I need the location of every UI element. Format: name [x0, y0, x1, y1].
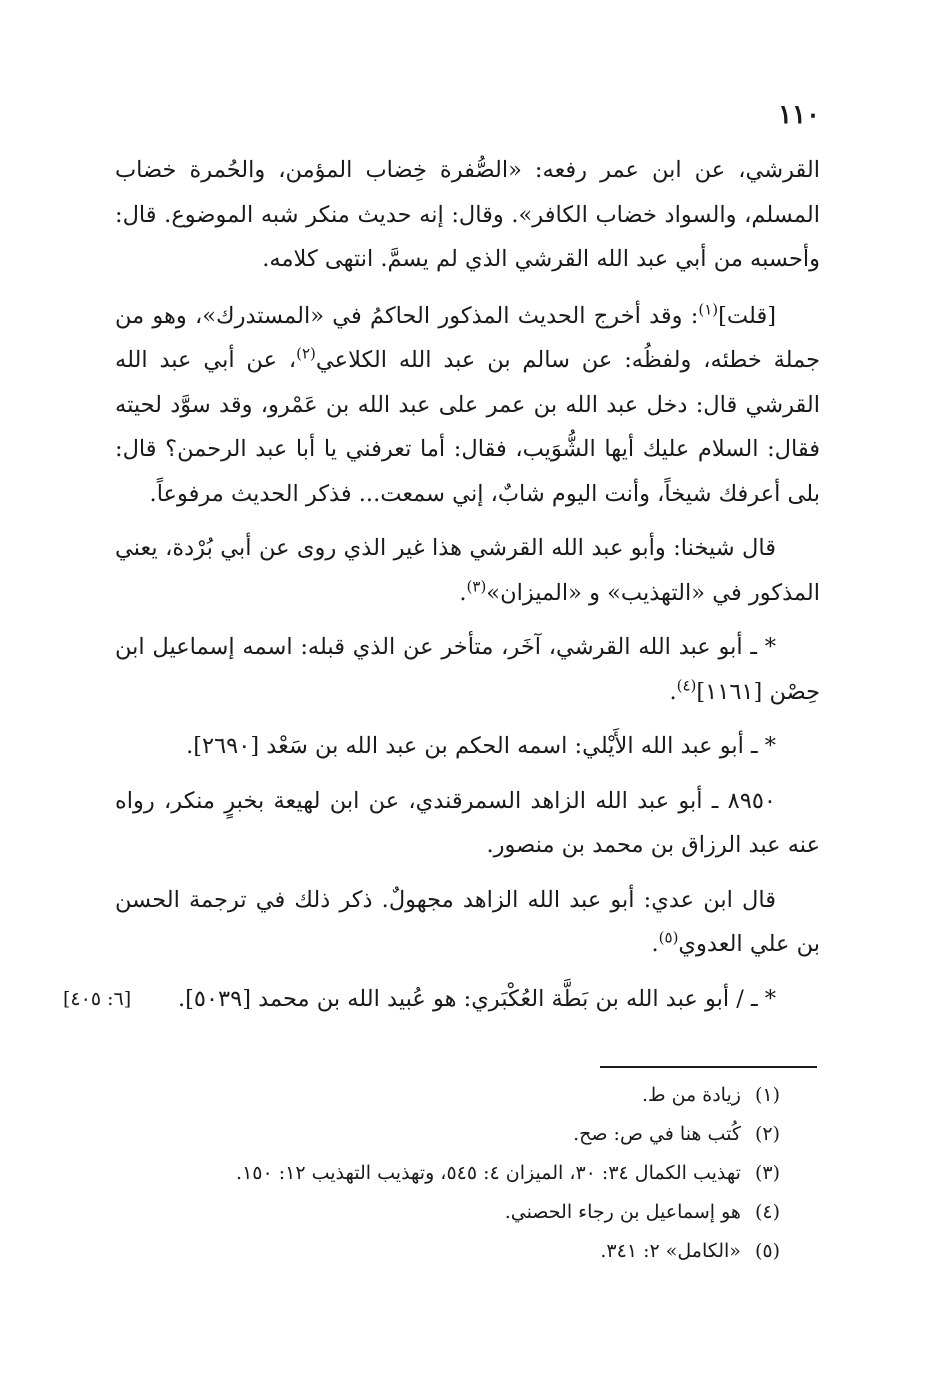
footnote-5: [140, 1232, 780, 1271]
paragraph-4-end: .: [669, 678, 677, 705]
footnote-text: زيادة من ط.: [641, 1084, 741, 1106]
footnote-ref-5[interactable]: (٥): [658, 928, 679, 947]
footnote-2: [140, 1115, 780, 1154]
page-number: ١١٠: [778, 100, 820, 130]
paragraph-3-text: قال شيخنا: وأبو عبد الله القرشي هذا غير الذي روى عن أبي بُرْدة، يعني المذكور في «التهذيب» و «الميزان»: [115, 535, 820, 606]
footnote-1: [140, 1076, 780, 1115]
paragraph-8: [63, 977, 820, 1022]
footnote-number: (١): [754, 1084, 780, 1106]
bracket-note: [قلت]: [718, 302, 776, 329]
footnote-text: كُتب هنا في ص: صح.: [573, 1123, 741, 1145]
paragraph-4-text: * ـ أبو عبد الله القرشي، آخَر، متأخر عن الذي قبله: اسمه إسماعيل ابن حِصْن [١١٦١]: [115, 634, 820, 705]
footnotes: [140, 1076, 780, 1271]
paragraph-6: ٨٩٥٠ ـ أبو عبد الله الزاهد السمرقندي، عن ابن لهيعة بخبرٍ منكر، رواه عنه عبد الرزاق بن محمد بن منصور.: [115, 787, 820, 858]
footnote-4: [140, 1193, 780, 1232]
footnote-ref-2[interactable]: (٢): [296, 344, 316, 363]
footnote-divider: [600, 1066, 817, 1068]
paragraph-4: [115, 625, 820, 714]
paragraph-2-text-b: ، عن أبي عبد الله القرشي قال: دخل عبد الله بن عمر على عبد الله بن عَمْرو، وقد سوَّد لحيته فقال: السلام عليك أيها الشُّوَيب، فقال: أما تعرفني يا أبا عبد الرحمن؟ قال: بلى أعرفك شيخاً، وأنت اليوم شابٌ، إني سمعت... فذكر الحديث مرفوعاً.: [115, 347, 820, 507]
footnote-ref-3[interactable]: (٣): [466, 577, 487, 595]
footnote-text: هو إسماعيل بن رجاء الحصني.: [504, 1201, 741, 1223]
footnote-number: (٣): [754, 1162, 780, 1184]
main-text: [63, 148, 821, 1031]
paragraph-7-end: .: [651, 931, 659, 957]
footnote-number: (٢): [754, 1123, 780, 1145]
footnote-ref-4[interactable]: (٤): [676, 676, 697, 694]
footnote-ref-1[interactable]: (١): [698, 300, 719, 318]
footnote-text: «الكامل» ٢: ٣٤١.: [600, 1240, 741, 1262]
paragraph-2-text-a: : وقد أخرج الحديث المذكور الحاكمُ في «المستدرك»، وهو من جملة خطئه، ولفظُه: عن سالم بن عبد الله الكلاعي: [115, 302, 821, 373]
paragraph-8-text: * ـ / أبو عبد الله بن بَطَّة العُكْبَري: هو عُبيد الله بن محمد [٥٠٣٩].: [177, 985, 776, 1012]
footnote-number: (٤): [754, 1201, 780, 1223]
paragraph-7: [115, 878, 820, 967]
paragraph-2: [115, 294, 820, 517]
footnote-number: (٥): [754, 1240, 780, 1262]
paragraph-1: القرشي، عن ابن عمر رفعه: «الصُّفرة خِضاب المؤمن، والحُمرة خضاب المسلم، والسواد خضاب الكافر». وقال: إنه حديث منكر شبه الموضوع. قال: وأحسبه من أبي عبد الله القرشي الذي لم يسمَّ. انتهى كلامه.: [115, 157, 820, 272]
margin-reference: [٦: ٤٠٥]: [63, 987, 132, 1010]
footnote-3: [140, 1154, 780, 1193]
footnote-text: تهذيب الكمال ٣٤: ٣٠، الميزان ٤: ٥٤٥، وتهذيب التهذيب ١٢: ١٥٠.: [236, 1162, 741, 1184]
paragraph-5: * ـ أبو عبد الله الأَيْلي: اسمه الحكم بن عبد الله بن سَعْد [٢٦٩٠].: [186, 733, 776, 759]
paragraph-3: [115, 526, 820, 615]
paragraph-7-text: قال ابن عدي: أبو عبد الله الزاهد مجهولٌ. ذكر ذلك في ترجمة الحسن بن علي العدوي: [115, 886, 820, 957]
paragraph-3-end: .: [459, 579, 467, 606]
